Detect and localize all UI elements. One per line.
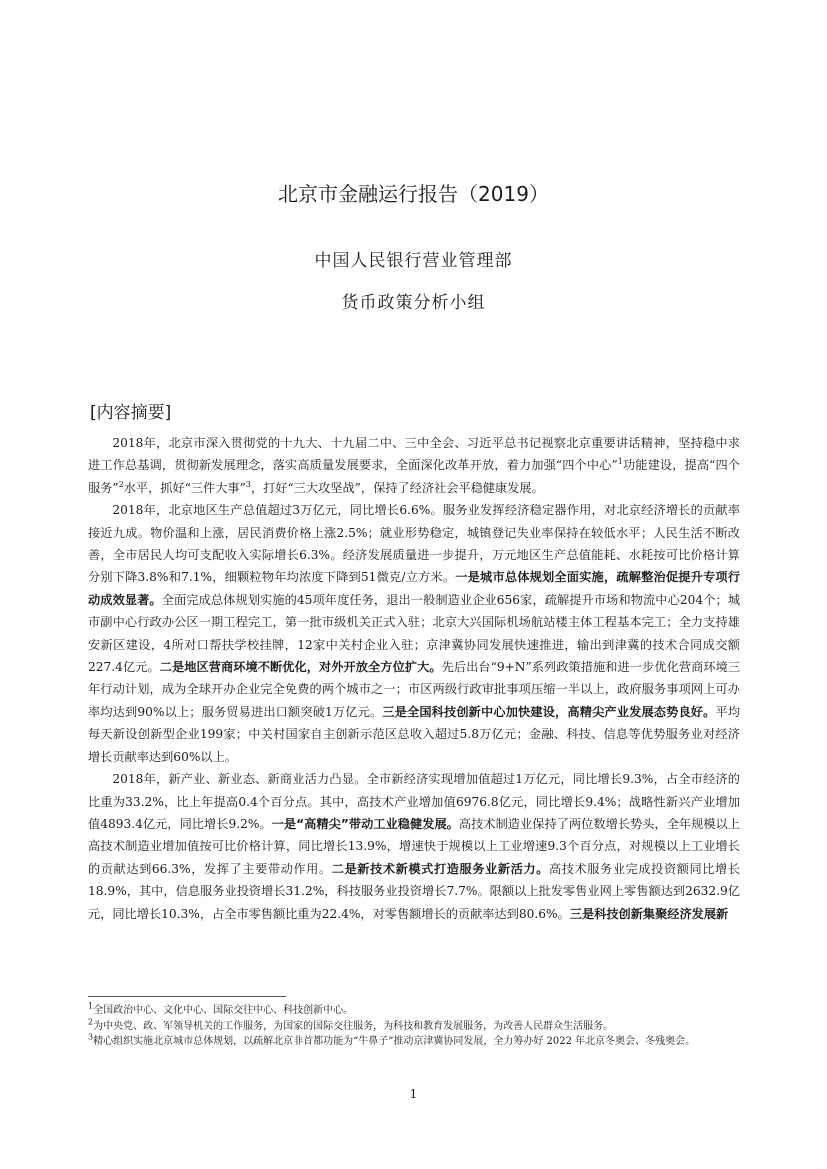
paragraph-2 bbox=[88, 499, 740, 768]
p2-text-c: 全面完成总体规划实施的45项年度任务，退出一般制造业企业656家，疏解提升市场和物流中心204个；城市副中心行政办公区一期工程完工，第一批市级机关正式入驻；北京大兴国际机场航站楼主体工程基本完工；全力支持雄安新区建设，4所对口帮扶学校挂牌，12家中关村企业入驻；京津冀协同发展快速推进，输出到津冀的技术合同成交额227.4亿元。 bbox=[88, 592, 740, 675]
footnote-1 bbox=[88, 1003, 740, 1019]
p1-text-a: 2018年，北京市深入贯彻党的十九大、十九届二中、三中全会、习近平总书记视察北京重要讲话精神，坚持稳中求进工作总基调，贯彻新发展理念，落实高质量发展要求，全面深化改革开放，着力加强“四个中心” bbox=[88, 436, 740, 473]
footnote-3 bbox=[88, 1034, 740, 1050]
footnote-3-text: 精心组织实施北京城市总体规划，以疏解北京非首都功能为“牛鼻子”推动京津冀协同发展，全力筹办好 2022 年北京冬奥会、冬残奥会。 bbox=[93, 1036, 696, 1047]
footnote-2-number: 2 bbox=[88, 1017, 94, 1027]
footnote-2 bbox=[88, 1019, 740, 1035]
footnote-ref-1: 1 bbox=[617, 457, 623, 467]
footnote-2-text: 为中央党、政、军领导机关的工作服务，为国家的国际交往服务，为科技和教育发展服务，为改善人民群众生活服务。 bbox=[93, 1020, 614, 1032]
abstract-body bbox=[88, 432, 740, 925]
p1-text-b: 功能建设，提高“四个服务” bbox=[88, 458, 740, 495]
p2-text-e: 平均每天新设创新型企业199家；中关村国家自主创新示范区总收入超过5.8万亿元；金融、科技、信息等优势服务业对经济增长贡献率达到60%以上。 bbox=[88, 704, 741, 764]
paragraph-1 bbox=[88, 432, 740, 499]
footnote-3-number: 3 bbox=[88, 1032, 94, 1042]
page-number: 1 bbox=[409, 1087, 418, 1101]
p3-bold-2: 二是新技术新模式打造服务业新活力。 bbox=[331, 861, 549, 876]
author-group: 货币政策分析小组 bbox=[341, 293, 486, 313]
p3-text-c: 高技术制造业保持了两位数增长势头，全年规模以上高技术制造业增加值按可比价格计算，同比增长13.9%，增速快于规模以上工业增速9.3个百分点，对规模以上工业增长的贡献达到66.3%，发挥了主要带动作用。 bbox=[88, 816, 740, 876]
document-title: 北京市金融运行报告（2019） bbox=[278, 182, 549, 206]
p3-text-a: 2018年，新产业、新业态、新商业活力凸显。全市新经济实现增加值超过1万亿元，同比增长9.3%，占全市经济的比重为33.2%，比上年提高0.4个百分点。其中，高技术产业增加值6976.8亿元，同比增长9.4%；战略性新兴产业增加值4893.4亿元，同比增长9.2%。 bbox=[88, 772, 740, 831]
p1-text-c: 水平，抓好“三件大事” bbox=[123, 480, 246, 495]
p2-bold-3: 三是全国科技创新中心加快建设，高精尖产业发展态势良好。 bbox=[382, 704, 716, 719]
footnote-ref-3: 3 bbox=[245, 479, 251, 489]
p2-text-a: 2018年，北京地区生产总值超过3万亿元，同比增长6.6%。服务业发挥经济稳定器作用，对北京经济增长的贡献率接近九成。物价温和上涨，居民消费价格上涨2.5%；就业形势稳定，城镇登记失业率保持在较低水平；人民生活不断改善，全市居民人均可支配收入实际增长6.3%。经济发展质量进一步提升，万元地区生产总值能耗、水耗按可比价格计算分别下降3.8%和7.1%，细颗粒物年均浓度下降到51微克/立方米。 bbox=[88, 503, 740, 585]
p3-bold-1: 一是“高精尖”带动工业稳健发展。 bbox=[271, 816, 459, 831]
paragraph-3 bbox=[88, 768, 740, 925]
p1-text-d: ，打好“三大攻坚战”，保持了经济社会平稳健康发展。 bbox=[250, 480, 544, 495]
p2-bold-1: 一是城市总体规划全面实施，疏解整治促提升专项行动成效显著。 bbox=[88, 570, 741, 607]
author-organization: 中国人民银行营业管理部 bbox=[314, 251, 513, 271]
footnotes bbox=[88, 1003, 740, 1050]
footnote-divider bbox=[88, 996, 286, 997]
p3-text-d: 高技术服务业完成投资额同比增长18.9%，其中，信息服务业投资增长31.2%，科技服务业投资增长7.7%。限额以上批发零售业网上零售额达到2632.9亿元，同比增长10.3%，占全市零售额比重为22.4%，对零售额增长的贡献率达到80.6%。 bbox=[88, 861, 741, 921]
p2-bold-2: 二是地区营商环境不断优化，对外开放全方位扩大。 bbox=[159, 660, 442, 675]
section-heading: [内容摘要] bbox=[90, 403, 172, 423]
footnote-1-number: 1 bbox=[88, 1001, 94, 1011]
p3-bold-3: 三是科技创新集聚经济发展新 bbox=[569, 906, 729, 921]
footnote-1-text: 全国政治中心、文化中心、国际交往中心、科技创新中心。 bbox=[93, 1005, 354, 1016]
footnote-ref-2: 2 bbox=[118, 479, 124, 489]
p2-text-d: 先后出台“9+N”系列政策措施和进一步优化营商环境三年行动计划，成为全球开办企业完全免费的两个城市之一；市区两级行政审批事项压缩一半以上，政府服务事项网上可办率均达到90%以上；服务贸易进出口额突破1万亿元。 bbox=[88, 660, 741, 719]
